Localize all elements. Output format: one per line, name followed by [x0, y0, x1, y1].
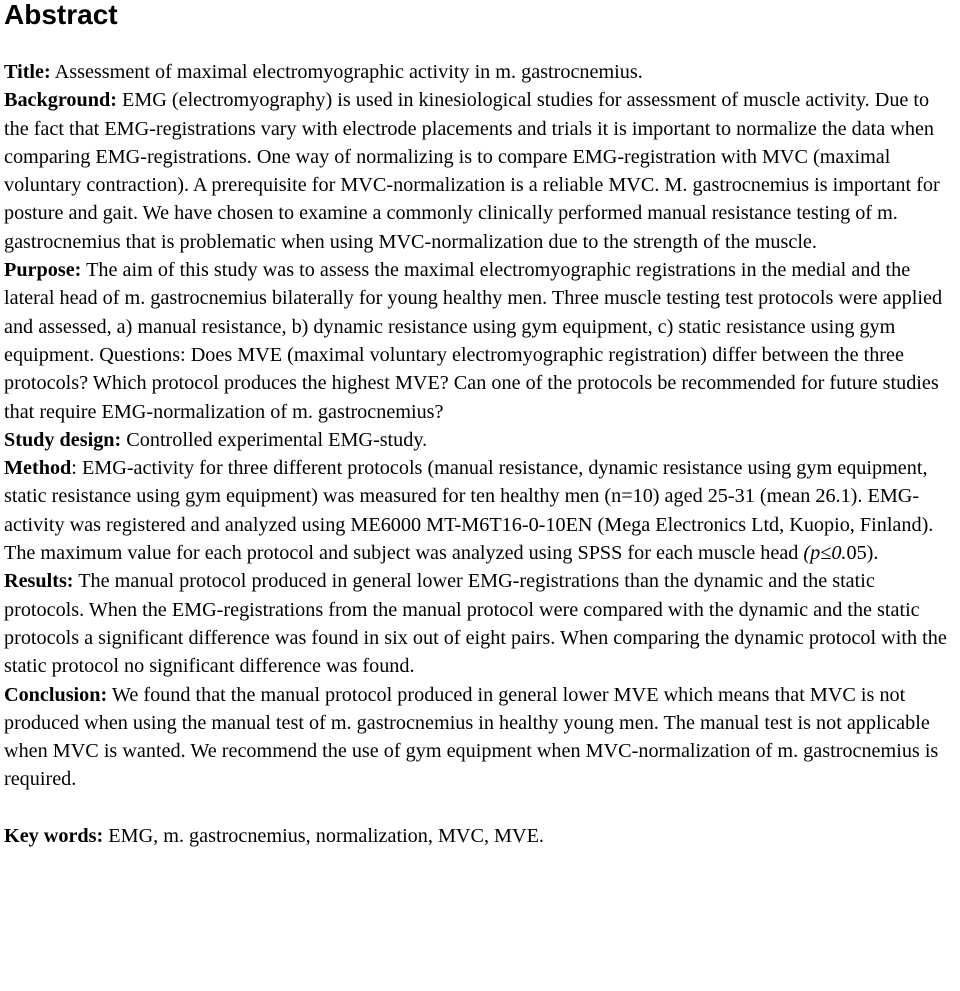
abstract-body	[4, 58, 956, 850]
conclusion-label: Conclusion:	[4, 683, 108, 706]
results-paragraph	[4, 567, 956, 680]
conclusion-text: We found that the manual protocol produced in general lower MVE which means that MVC is not produced when using the manual test of m. gastrocnemius in healthy young men. The manual test is not applicable when MVC is wanted. We recommend the use of gym equipment when MVC-normalization of m. gastrocnemius is required.	[4, 683, 939, 791]
title-label: Title:	[4, 61, 51, 83]
background-paragraph	[4, 86, 956, 256]
method-text-end: 05).	[846, 542, 879, 565]
method-label: Method	[4, 457, 72, 480]
conclusion-paragraph	[4, 681, 956, 794]
background-text: EMG (electromyography) is used in kinesiological studies for assessment of muscle activity. Due to the fact that EMG-registrations vary with electrode placements and trials it is important to normalize the data when comparing EMG-registrations. One way of normalizing is to compare EMG-registration with MVC (maximal voluntary contraction). A prerequisite for MVC-normalization is a reliable MVC. M. gastrocnemius is important for posture and gait. We have chosen to examine a commonly clinically performed manual resistance testing of m. gastrocnemius that is problematic when using MVC-normalization due to the strength of the muscle.	[4, 89, 940, 253]
purpose-text: The aim of this study was to assess the maximal electromyographic registrations in the medial and the lateral head of m. gastrocnemius bilaterally for young healthy men. Three muscle testing test protocols were applied and assessed, a) manual resistance, b) dynamic resistance using gym equipment, c) static resistance using gym equipment. Questions: Does MVE (maximal voluntary electromyographic registration) differ between the three protocols? Which protocol produces the highest MVE? Can one of the protocols be recommended for future studies that require EMG-normalization of m. gastrocnemius?	[4, 259, 943, 423]
method-p-value: (p≤0.	[803, 542, 847, 565]
results-text: The manual protocol produced in general lower EMG-registrations than the dynamic and the static protocols. When the EMG-registrations from the manual protocol were compared with the dynamic and the static protocols a significant difference was found in six out of eight pairs. When comparing the dynamic protocol with the static protocol no significant difference was found.	[4, 570, 947, 678]
key-words-paragraph	[4, 822, 956, 850]
method-text: : EMG-activity for three different protocols (manual resistance, dynamic resistance using gym equipment, static resistance using gym equipment) was measured for ten healthy men (n=10) aged 25-31 (mean 26.1). EMG-activity was registered and analyzed using ME6000 MT-M6T16-0-10EN (Mega Electronics Ltd, Kuopio, Finland). The maximum value for each protocol and subject was analyzed using SPSS for each muscle head	[4, 457, 934, 565]
key-words-text: EMG, m. gastrocnemius, normalization, MVC, MVE.	[103, 824, 544, 847]
title-text: Assessment of maximal electromyographic activity in m. gastrocnemius.	[50, 61, 643, 83]
key-words-label: Key words:	[4, 824, 104, 847]
abstract-heading: Abstract	[4, 0, 118, 30]
results-label: Results:	[4, 570, 74, 593]
title-paragraph	[4, 58, 956, 86]
abstract-page	[4, 0, 956, 850]
background-label: Background:	[4, 89, 117, 112]
study-design-label: Study design:	[4, 428, 122, 451]
purpose-label: Purpose:	[4, 259, 82, 282]
study-design-text: Controlled experimental EMG-study.	[121, 428, 428, 451]
method-paragraph	[4, 454, 956, 567]
study-design-paragraph	[4, 426, 956, 454]
purpose-paragraph	[4, 256, 956, 426]
